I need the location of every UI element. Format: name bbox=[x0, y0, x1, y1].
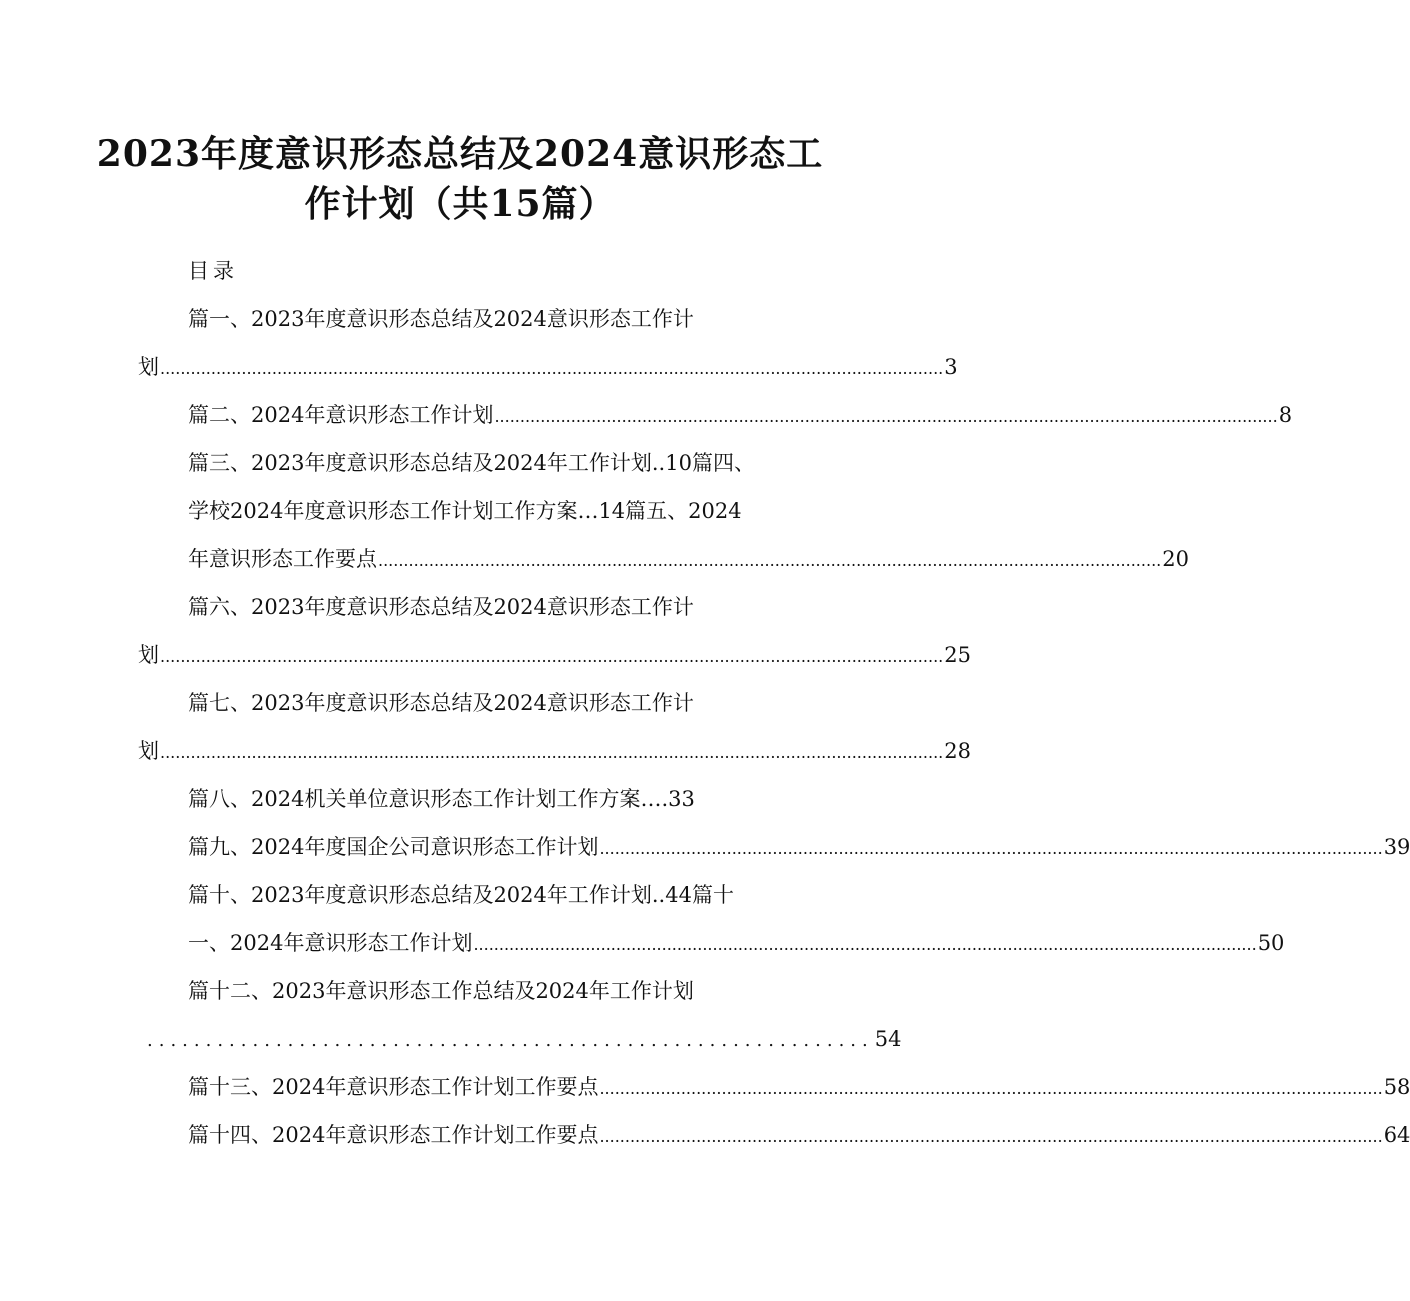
toc-entry-7-line-2[interactable] bbox=[138, 736, 971, 768]
toc-page-number: 54 bbox=[874, 1027, 902, 1051]
toc-entry-text: 学校2024年度意识形态工作计划工作方案…14篇五、2024 bbox=[188, 499, 742, 523]
toc-entry-9[interactable] bbox=[188, 832, 1410, 864]
toc-page-number: 50 bbox=[1257, 931, 1285, 955]
dot-leader: .......................................................................................................................................................... bbox=[160, 359, 944, 378]
toc-page-number: 20 bbox=[1162, 547, 1189, 571]
toc-page-number: 58 bbox=[1383, 1075, 1410, 1099]
dot-leader: .......................................................................................................................................................... bbox=[599, 839, 1383, 858]
toc-entry-text: 划 bbox=[138, 739, 159, 763]
toc-entry-3-line[interactable] bbox=[188, 448, 755, 478]
toc-entry-text: 篇十、2023年度意识形态总结及2024年工作计划..44篇十 bbox=[188, 883, 734, 907]
dot-leader: .......................................................................................................................................................... bbox=[160, 647, 944, 666]
toc-entry-text: 篇二、2024年意识形态工作计划 bbox=[188, 403, 494, 427]
dot-leader: .......................................................................................................................................................... bbox=[160, 743, 944, 762]
document-title-line-2: 作计划（共15篇） bbox=[304, 183, 616, 225]
toc-entry-text: 划 bbox=[138, 643, 159, 667]
toc-entry-4-line[interactable] bbox=[188, 496, 742, 526]
toc-entry-1-line-1[interactable] bbox=[188, 304, 694, 334]
toc-entry-10-line[interactable] bbox=[188, 880, 734, 910]
toc-page-number: 8 bbox=[1278, 403, 1293, 427]
dot-leader: .......................................................................................................................................................... bbox=[378, 551, 1162, 570]
toc-entry-7-line-1[interactable] bbox=[188, 688, 694, 718]
toc-entry-text: 划 bbox=[138, 355, 159, 379]
toc-entry-text: 篇九、2024年度国企公司意识形态工作计划 bbox=[188, 835, 599, 859]
dot-leader: .......................................................................................................................................................... bbox=[599, 1079, 1383, 1098]
toc-entry-12-line-2[interactable] bbox=[146, 1024, 902, 1056]
toc-entry-6-line-2[interactable] bbox=[138, 640, 971, 672]
toc-entry-text: 篇三、2023年度意识形态总结及2024年工作计划..10篇四、 bbox=[188, 451, 755, 475]
dot-leader: .......................................................................................................................................................... bbox=[473, 935, 1257, 954]
toc-entry-2[interactable] bbox=[188, 400, 1293, 432]
toc-entry-text: 篇七、2023年度意识形态总结及2024意识形态工作计 bbox=[188, 691, 694, 715]
toc-page-number: 64 bbox=[1383, 1123, 1410, 1147]
toc-entry-12-line-1[interactable] bbox=[188, 976, 694, 1006]
toc-entry-1-line-2[interactable] bbox=[138, 352, 958, 384]
toc-entry-13[interactable] bbox=[188, 1072, 1410, 1104]
toc-entry-8[interactable] bbox=[188, 784, 695, 814]
dot-leader: .............................................................. bbox=[147, 1030, 874, 1051]
dot-leader: .......................................................................................................................................................... bbox=[599, 1127, 1383, 1146]
toc-entry-text: 篇十二、2023年意识形态工作总结及2024年工作计划 bbox=[188, 979, 694, 1003]
toc-entry-6-line-1[interactable] bbox=[188, 592, 694, 622]
toc-entry-text: 篇八、2024机关单位意识形态工作计划工作方案….33 bbox=[188, 787, 695, 811]
toc-heading: 目录 bbox=[188, 259, 238, 283]
dot-leader: .......................................................................................................................................................... bbox=[494, 407, 1278, 426]
toc-entry-text: 篇六、2023年度意识形态总结及2024意识形态工作计 bbox=[188, 595, 694, 619]
toc-page-number: 28 bbox=[944, 739, 971, 763]
document-title-line-1: 2023年度意识形态总结及2024意识形态工 bbox=[96, 133, 824, 175]
toc-entry-14[interactable] bbox=[188, 1120, 1410, 1152]
toc-entry-text: 篇一、2023年度意识形态总结及2024意识形态工作计 bbox=[188, 307, 694, 331]
toc-entry-text: 年意识形态工作要点 bbox=[188, 547, 377, 571]
toc-page-number: 25 bbox=[944, 643, 971, 667]
toc-entry-11-line-2[interactable] bbox=[188, 928, 1285, 960]
toc-page-number: 39 bbox=[1383, 835, 1410, 859]
toc-page-number: 3 bbox=[944, 355, 958, 379]
toc-entry-text: 篇十三、2024年意识形态工作计划工作要点 bbox=[188, 1075, 599, 1099]
toc-entry-text: 篇十四、2024年意识形态工作计划工作要点 bbox=[188, 1123, 599, 1147]
toc-entry-5-line-2[interactable] bbox=[188, 544, 1189, 576]
toc-entry-text: 一、2024年意识形态工作计划 bbox=[188, 931, 473, 955]
